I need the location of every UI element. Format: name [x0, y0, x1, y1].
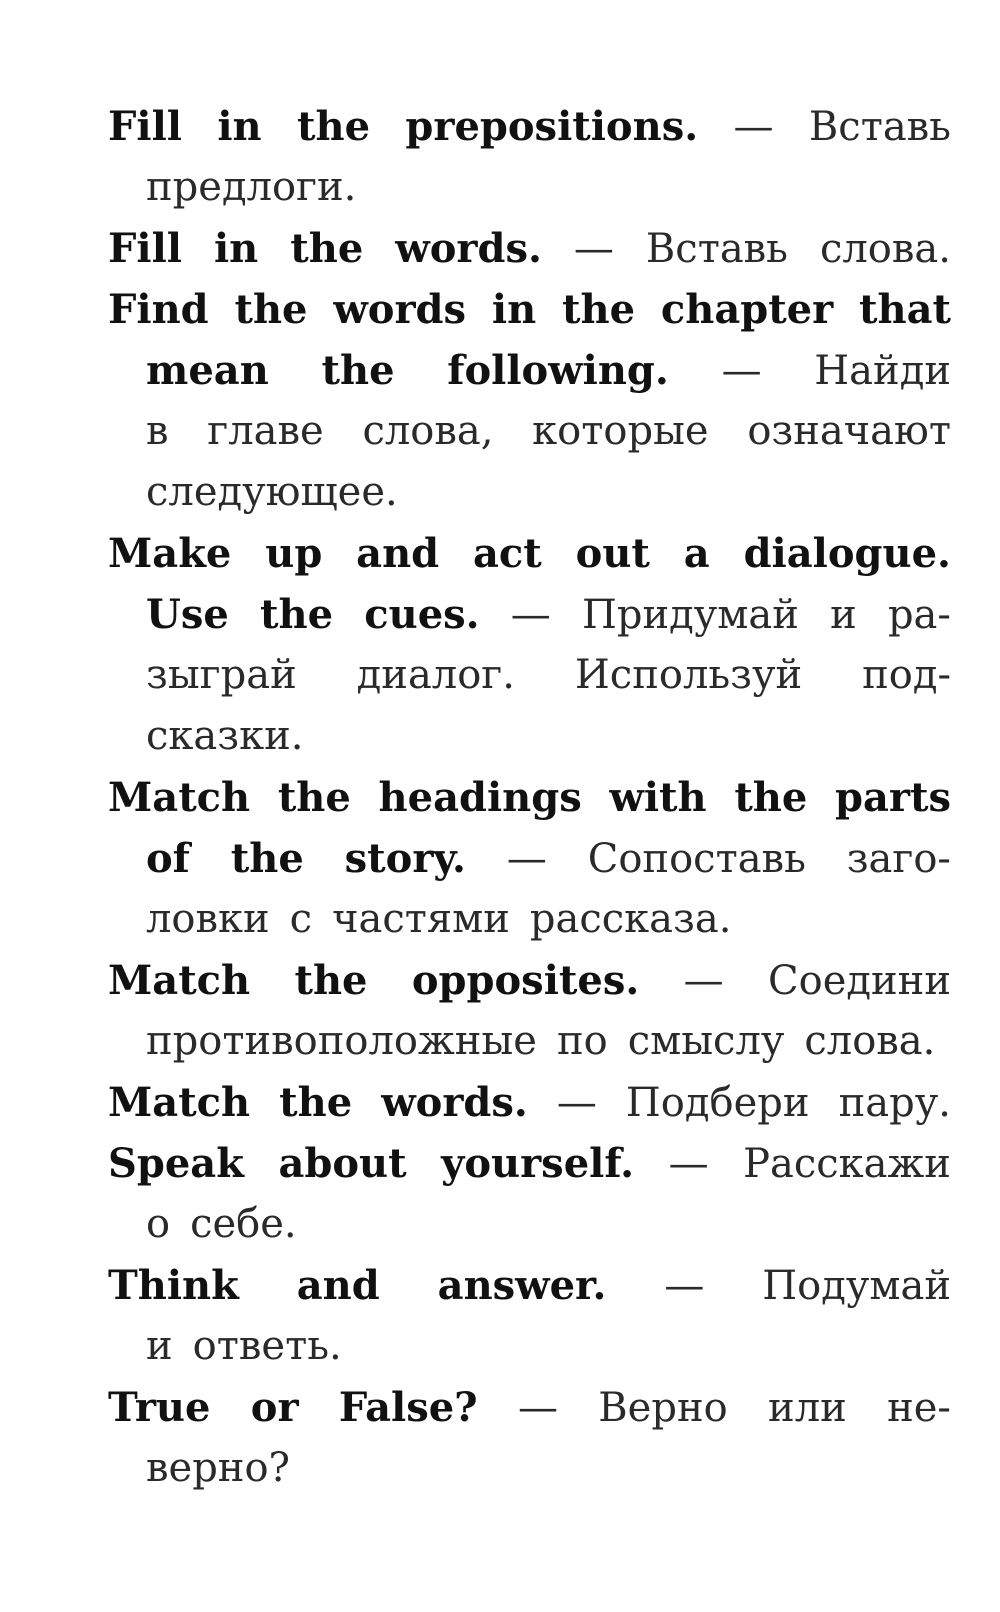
russian-translation-word: слова. [804, 1018, 936, 1064]
entry-match-opposites [108, 950, 951, 1072]
entry-line [108, 767, 951, 828]
english-phrase-word: True [108, 1384, 211, 1431]
english-phrase-word: with [609, 774, 707, 821]
russian-translation-word: заго- [846, 836, 951, 882]
russian-translation-word: предлоги. [146, 164, 357, 210]
english-phrase-word: the [321, 347, 395, 394]
entry-line [108, 1072, 951, 1133]
russian-translation-word: Используй [574, 652, 803, 698]
russian-translation-word: — [664, 1263, 705, 1309]
english-phrase-word: prepositions. [405, 103, 699, 150]
entry-line [108, 584, 951, 645]
russian-translation-word: слова, [362, 408, 494, 454]
entry-match-words [108, 1072, 951, 1133]
russian-translation-word: по [556, 1018, 608, 1064]
russian-translation-word: Расскажи [743, 1141, 951, 1187]
english-phrase-word: up [265, 530, 323, 577]
english-phrase-word: the [290, 225, 364, 272]
russian-translation-word: в [146, 408, 169, 454]
russian-translation-word: слова. [819, 226, 951, 272]
entry-find-words [108, 279, 951, 523]
entry-line [108, 401, 951, 462]
russian-translation-word: сказки. [146, 713, 304, 759]
english-phrase-word: in [491, 286, 537, 333]
english-phrase-word: yourself. [441, 1140, 635, 1187]
entry-true-false [108, 1377, 951, 1499]
english-phrase-word: the [277, 774, 351, 821]
english-phrase-word: parts [835, 774, 951, 821]
russian-translation-word: Вставь [808, 104, 951, 150]
english-phrase-word: in [217, 103, 262, 150]
entry-line [108, 645, 951, 706]
russian-translation-word: рассказа. [529, 896, 732, 942]
english-phrase-word: the [734, 774, 808, 821]
entry-fill-words [108, 218, 951, 279]
entry-fill-prepositions [108, 96, 951, 218]
english-phrase-word: of [146, 835, 190, 882]
russian-translation-word: которые [532, 408, 709, 454]
entry-line [108, 1438, 951, 1499]
entry-line [108, 340, 951, 401]
russian-translation-word: или [768, 1385, 847, 1431]
entry-line [108, 706, 951, 767]
entry-speak-about [108, 1133, 951, 1255]
glossary-page [108, 96, 951, 1499]
english-phrase-word: the [234, 286, 308, 333]
english-phrase-word: the [279, 1079, 353, 1126]
russian-translation-word: Сопоставь [587, 836, 806, 882]
english-phrase-word: and [296, 1262, 380, 1309]
english-phrase-word: that [859, 286, 951, 333]
english-phrase-word: chapter [660, 286, 834, 333]
english-phrase-word: Think [108, 1262, 239, 1309]
russian-translation-word: главе [207, 408, 324, 454]
russian-translation-word: себе. [190, 1201, 297, 1247]
english-phrase-word: cues. [364, 591, 480, 638]
entry-line [108, 889, 951, 950]
english-phrase-word: out [575, 530, 650, 577]
english-phrase-word: Match [108, 774, 251, 821]
entry-line [108, 1316, 951, 1377]
russian-translation-word: Найди [814, 348, 951, 394]
english-phrase-word: Speak [108, 1140, 244, 1187]
english-phrase-word: or [250, 1384, 299, 1431]
russian-translation-word: и [146, 1323, 173, 1369]
russian-translation-word: не- [887, 1385, 951, 1431]
entry-line [108, 218, 951, 279]
entry-line [108, 1194, 951, 1255]
russian-translation-word: частями [332, 896, 510, 942]
english-phrase-word: Find [108, 286, 209, 333]
russian-translation-word: диалог. [356, 652, 515, 698]
english-phrase-word: words. [381, 1079, 528, 1126]
russian-translation-word: Подбери [625, 1080, 810, 1126]
entry-line [108, 462, 951, 523]
russian-translation-word: — [573, 226, 614, 272]
english-phrase-word: about [278, 1140, 407, 1187]
english-phrase-word: words. [395, 225, 542, 272]
english-phrase-word: the [230, 835, 304, 882]
entry-line [108, 950, 951, 1011]
russian-translation-word: ловки [146, 896, 270, 942]
russian-translation-word: Вставь [645, 226, 788, 272]
entry-line [108, 1377, 951, 1438]
english-phrase-word: opposites. [411, 957, 640, 1004]
english-phrase-word: answer. [437, 1262, 607, 1309]
russian-translation-word: означают [747, 408, 951, 454]
russian-translation-word: с [289, 896, 313, 942]
russian-translation-word: — [733, 104, 774, 150]
english-phrase-word: and [356, 530, 440, 577]
russian-translation-word: — [683, 958, 724, 1004]
russian-translation-word: следующее. [146, 469, 398, 515]
russian-translation-word: зыграй [146, 652, 297, 698]
english-phrase-word: headings [378, 774, 582, 821]
russian-translation-word: ра- [887, 592, 951, 638]
english-phrase-word: story. [344, 835, 466, 882]
russian-translation-word: и [830, 592, 857, 638]
english-phrase-word: the [297, 103, 371, 150]
russian-translation-word: верно? [146, 1445, 290, 1491]
english-phrase-word: Match [108, 957, 251, 1004]
entry-line [108, 96, 951, 157]
russian-translation-word: — [556, 1080, 597, 1126]
english-phrase-word: in [213, 225, 259, 272]
english-phrase-word: False? [338, 1384, 478, 1431]
russian-translation-word: Придумай [581, 592, 799, 638]
english-phrase-word: the [260, 591, 334, 638]
russian-translation-word: — [510, 592, 551, 638]
english-phrase-word: following. [447, 347, 669, 394]
russian-translation-word: смыслу [627, 1018, 785, 1064]
english-phrase-word: a [683, 530, 710, 577]
russian-translation-word: под- [862, 652, 951, 698]
entry-line [108, 828, 951, 889]
russian-translation-word: Соедини [768, 958, 951, 1004]
english-phrase-word: the [562, 286, 636, 333]
russian-translation-word: о [146, 1201, 171, 1247]
entry-line [108, 523, 951, 584]
russian-translation-word: пару. [838, 1080, 951, 1126]
entry-make-dialogue [108, 523, 951, 767]
english-phrase-word: Use [146, 591, 229, 638]
english-phrase-word: Fill [108, 103, 182, 150]
entry-line [108, 1133, 951, 1194]
english-phrase-word: words [333, 286, 467, 333]
entry-line [108, 1011, 951, 1072]
russian-translation-word: ответь. [192, 1323, 342, 1369]
entry-match-headings [108, 767, 951, 950]
russian-translation-word: Верно [598, 1385, 728, 1431]
russian-translation-word: — [517, 1385, 558, 1431]
russian-translation-word: Подумай [762, 1263, 951, 1309]
english-phrase-word: mean [146, 347, 269, 394]
entry-line [108, 157, 951, 218]
english-phrase-word: dialogue. [743, 530, 951, 577]
russian-translation-word: — [506, 836, 547, 882]
entry-line [108, 1255, 951, 1316]
russian-translation-word: противоположные [146, 1018, 537, 1064]
english-phrase-word: Make [108, 530, 232, 577]
english-phrase-word: act [473, 530, 542, 577]
english-phrase-word: Fill [108, 225, 182, 272]
english-phrase-word: the [294, 957, 368, 1004]
russian-translation-word: — [668, 1141, 709, 1187]
english-phrase-word: Match [108, 1079, 251, 1126]
entry-think-answer [108, 1255, 951, 1377]
russian-translation-word: — [721, 348, 762, 394]
entry-line [108, 279, 951, 340]
